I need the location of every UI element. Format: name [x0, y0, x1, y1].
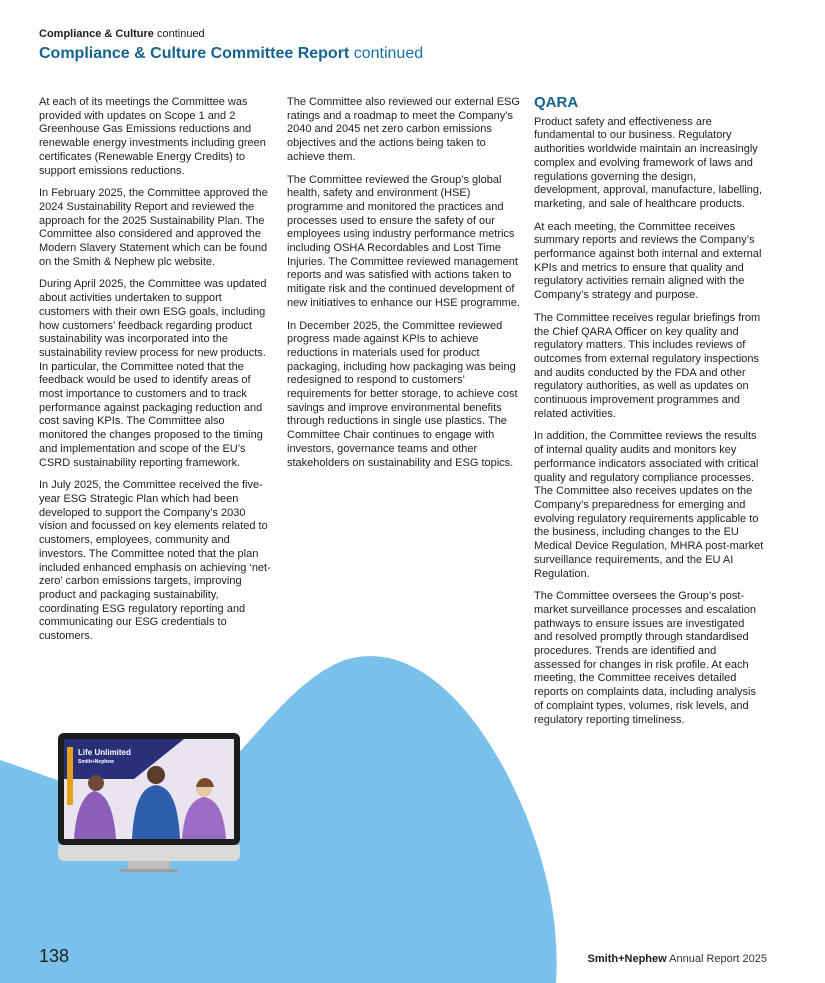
paragraph: In addition, the Committee reviews the results of internal quality audits and monitors key performance indicators associated with critical quality and regulatory compliance processes. The Committee also receives updates on the Company’s preparedness for emerging and evolving regulatory requirements applicable to the business, including changes to the EU Medical Device Regulation, MHRA post-market surveillance requirements, and the EU AI Regulation.: [534, 430, 764, 580]
section-heading-continued: continued: [156, 28, 205, 40]
paragraph: In February 2025, the Committee approved the 2024 Sustainability Report and reviewed the approach for the 2025 Sustainability Plan. The Committee also considered and approved the Modern Slavery Statement which can be found on the Smith & Nephew plc website.: [39, 187, 268, 268]
paragraph: The Committee also reviewed our external ESG ratings and a roadmap to meet the Company’s 2040 and 2045 net zero carbon emissions objectives and the actions being taken to achieve them.: [287, 96, 520, 163]
page-number: 138: [39, 946, 70, 966]
monitor-base: [120, 869, 178, 872]
paragraph: The Committee oversees the Group’s post-market surveillance processes and escalation pathways to ensure issues are investigated and resolved promptly through standardised procedures. Trends are identified and assessed for changes in risk profile. At each meeting, the Committee receives detailed reports on complaints data, including analysis of complaint types, volumes, risk levels, and regulatory reporting timeliness.: [534, 590, 756, 726]
section-heading-bold: Compliance & Culture: [39, 28, 154, 40]
section-heading: [39, 28, 205, 40]
paragraph: During April 2025, the Committee was updated about activities undertaken to support customers with their own ESG goals, including how customers’ feedback regarding product sustainability was incorporated into the sustainability review process for new products. In particular, the Committee noted that the feedback would be used to identify areas of most importance to customers and to track performance against packaging reduction and cost saving KPIs. The Committee also monitored the changes proposed to the timing and implementation and scope of the EU’s CSRD sustainability reporting framework.: [39, 278, 267, 469]
text-column-1: [39, 96, 275, 653]
screen-title: Life Unlimited: [78, 748, 131, 757]
video-thumbnail: [64, 739, 234, 839]
monitor-stand: [128, 861, 170, 869]
footer-company: Smith+Nephew: [587, 953, 667, 965]
paragraph: In July 2025, the Committee received the five-year ESG Strategic Plan which had been developed to support the Company’s 2030 vision and focussed on key elements related to customers, employees, community and investors. The Committee noted that the plan included enhanced emphasis on achieving ‘net-zero’ carbon emissions targets, improving product and packaging sustainability, coordinating ESG regulatory reporting and communicating our ESG credentials to customers.: [39, 479, 271, 643]
screen-brand: Smith+Nephew: [78, 759, 114, 765]
qara-heading: QARA: [534, 94, 579, 111]
monitor-bezel: [58, 845, 240, 861]
monitor-screen: [58, 733, 240, 845]
paragraph: The Committee reviewed the Group’s global health, safety and environment (HSE) programme and monitored the practices and processes used to ensure the safety of our employees using industry performance metrics including OSHA Recordables and Lost Time Injuries. The Committee reviewed management reports and was satisfied with actions taken to mitigate risk and the continued development of new initiatives to enhance our HSE programme.: [287, 173, 520, 309]
screen-tag: [67, 747, 73, 805]
text-column-3: [534, 96, 764, 736]
paragraph: Product safety and effectiveness are fundamental to our business. Regulatory authorities worldwide maintain an increasingly complex and evolving framework of laws and regulations governing the design, development, approval, manufacture, labelling, marketing, and sale of healthcare products.: [534, 115, 763, 210]
footer-report: Annual Report 2025: [669, 953, 767, 965]
paragraph: At each meeting, the Committee receives summary reports and reviews the Company’s performance against both internal and external KPIs and metrics to ensure that quality and regulatory activities remain aligned with the Company’s strategy and purpose.: [534, 220, 762, 302]
text-column-2: [287, 96, 523, 479]
paragraph: The Committee receives regular briefings from the Chief QARA Officer on key quality and regulatory matters. This includes reviews of outcomes from external regulatory inspections and audits conducted by the FDA and other regulatory authorities, as well as updates on continuous improvement programmes and related activities.: [534, 311, 761, 420]
report-title-continued: continued: [353, 45, 424, 62]
report-title: [39, 45, 423, 63]
paragraph: At each of its meetings the Committee was provided with updates on Scope 1 and 2 Greenhouse Gas Emissions reductions and renewable energy investments including green certificates (Renewable Energy Credits) to support emissions reductions.: [39, 96, 266, 177]
paragraph: In December 2025, the Committee reviewed progress made against KPIs to achieve reductions in materials used for product packaging, including how packaging was being redesigned to respond to customers’ requirements for better storage, to achieve cost savings and improve environmental benefits through reductions in single use plastics. The Committee Chair continues to engage with investors, governance teams and other stakeholders on sustainability and ESG topics.: [287, 319, 518, 469]
report-title-bold: Compliance & Culture Committee Report: [39, 45, 350, 62]
footer-brand: [588, 953, 767, 965]
